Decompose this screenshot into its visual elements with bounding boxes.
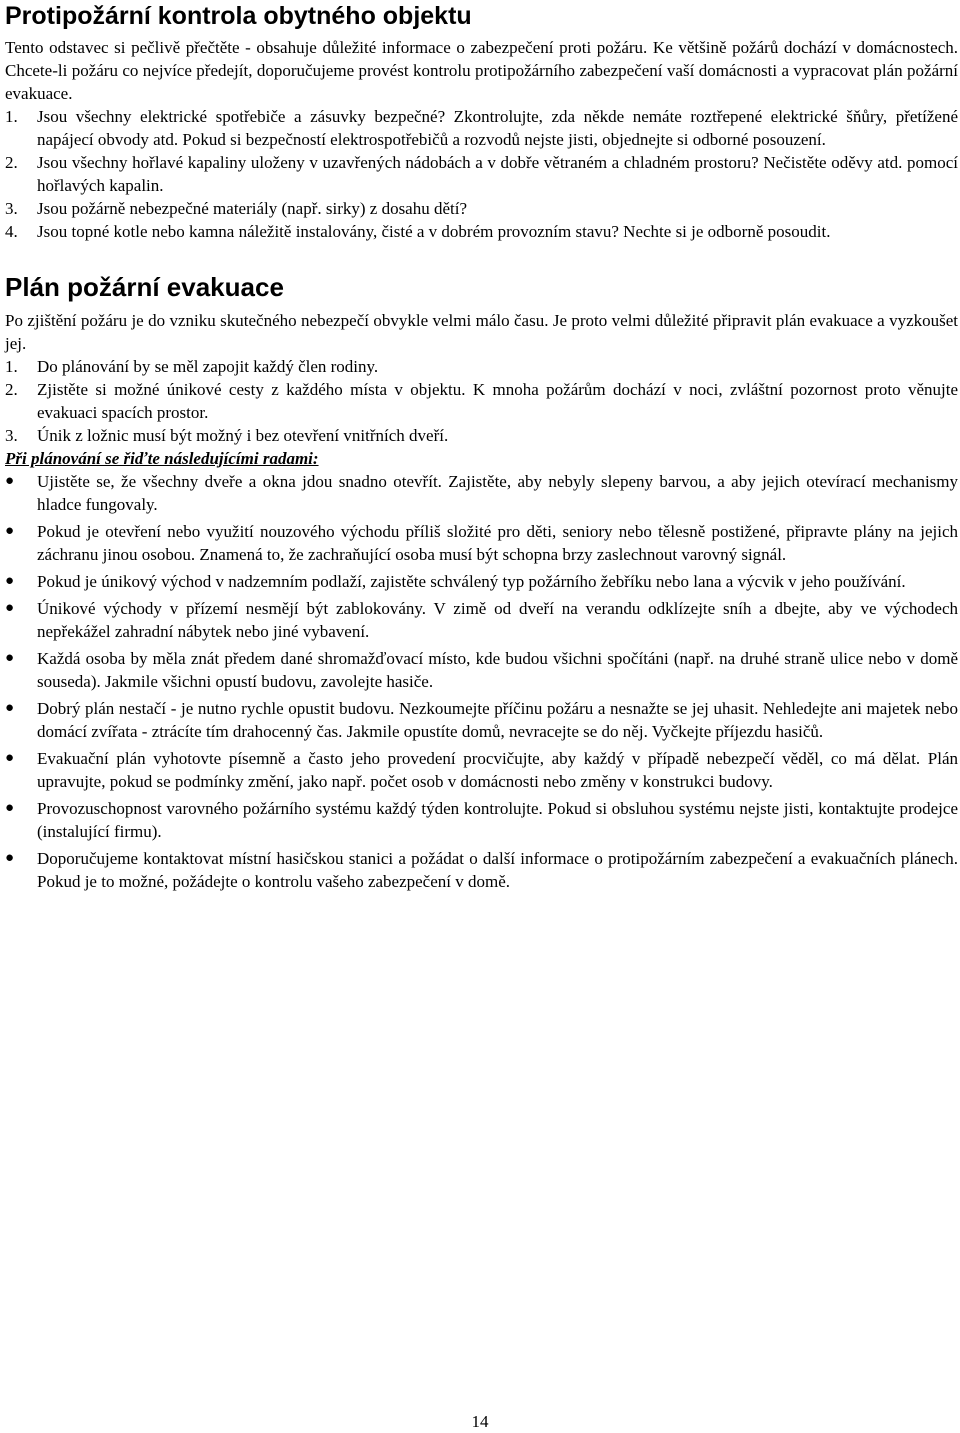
section-title-evacuation-plan: Plán požární evakuace [5, 272, 284, 302]
list-item [5, 220, 958, 243]
bullet-text: Každá osoba by měla znát předem dané shromažďovací místo, kde budou všichni spočítáni (např. na druhé straně ulice nebo v domě souseda). Jakmile všichni opustí budovu, zavolejte hasiče. [37, 649, 958, 691]
bullet-icon: ● [5, 750, 15, 766]
bullet-text: Dobrý plán nestačí - je nutno rychle opustit budovu. Nezkoumejte příčinu požáru a nesnažte se jej uhasit. Nehledejte ani majetek nebo domácí zvířata - ztrácíte tím drahocenný čas. Jakmile opustíte domů, nevracejte se do něj. Vyčkejte příjezdu hasičů. [37, 699, 958, 741]
list-text: Únik z ložnic musí být možný i bez otevření vnitřních dveří. [37, 426, 449, 445]
list-item [5, 355, 958, 378]
list-text: Jsou požárně nebezpečné materiály (např. sirky) z dosahu dětí? [37, 199, 468, 218]
bullet-item [5, 747, 958, 793]
list-number: 4. [5, 222, 18, 241]
bullet-list [5, 470, 958, 893]
bullet-item [5, 597, 958, 643]
bullet-icon: ● [5, 573, 15, 589]
list-item [5, 424, 958, 447]
bullet-item [5, 697, 958, 743]
list-item [5, 105, 958, 151]
bullet-item [5, 647, 958, 693]
list-item [5, 151, 958, 197]
bullet-icon: ● [5, 850, 15, 866]
bullet-text: Doporučujeme kontaktovat místní hasičskou stanici a požádat o další informace o protipožárním zabezpečení a evakuačních plánech. Pokud je to možné, požádejte o kontrolu vašeho zabezpečení v domě. [37, 849, 958, 891]
bullet-text: Provozuschopnost varovného požárního systému každý týden kontrolujte. Pokud si obsluhou systému nejste jisti, kontaktujte prodejce (instalující firmu). [37, 799, 958, 841]
bullet-icon: ● [5, 800, 15, 816]
bullet-text: Pokud je únikový východ v nadzemním podlaží, zajistěte schválený typ požárního žebříku nebo lana a výcvik v jeho používání. [37, 572, 906, 591]
bullet-item [5, 570, 958, 593]
list-item [5, 197, 958, 220]
page-number: 14 [471, 1412, 489, 1431]
list-text: Jsou topné kotle nebo kamna náležitě instalovány, čisté a v dobrém provozním stavu? Nechte si je odborně posoudit. [37, 222, 831, 241]
bullet-icon: ● [5, 600, 15, 616]
list-number: 1. [5, 107, 18, 126]
bullet-icon: ● [5, 473, 15, 489]
planning-tips-lead-text: Při plánování se řiďte následujícími radami: [5, 449, 319, 468]
bullet-text: Pokud je otevření nebo využití nouzového východu příliš složité pro děti, seniory nebo tělesně postižené, připravte plány na jejich záchranu jinou osobou. Znamená to, že zachraňující osoba musí být schopna brzy zaslechnout varovný signál. [37, 522, 958, 564]
bullet-text: Ujistěte se, že všechny dveře a okna jdou snadno otevřít. Zajistěte, aby nebyly slepeny barvou, a aby jejich otevírací mechanismy hladce fungovaly. [37, 472, 958, 514]
list-text: Zjistěte si možné únikové cesty z každého místa v objektu. K mnoha požárům dochází v noci, zvláštní pozornost proto věnujte evakuaci spacích prostor. [37, 380, 958, 422]
bullet-icon: ● [5, 650, 15, 666]
bullet-item [5, 470, 958, 516]
list-text: Jsou všechny elektrické spotřebiče a zásuvky bezpečné? Zkontrolujte, zda někde nemáte roztřepené elektrické šňůry, přetížené napájecí obvody atd. Pokud si bezpečností elektrospotřebičů a rozvodů nejste jisti, objednejte si odborné posouzení. [37, 107, 958, 149]
list-number: 3. [5, 426, 18, 445]
bullet-item [5, 520, 958, 566]
list-number: 2. [5, 380, 18, 399]
bullet-text: Evakuační plán vyhotovte písemně a často jeho provedení procvičujte, aby každý v případě nebezpečí věděl, co má dělat. Plán upravujte, pokud se podmínky změní, jako např. počet osob v domácnosti nebo změny v konstrukci budovy. [37, 749, 958, 791]
bullet-item [5, 847, 958, 893]
section2-list [5, 355, 958, 447]
section1-intro: Tento odstavec si pečlivě přečtěte - obsahuje důležité informace o zabezpečení proti požáru. Ke většině požárů dochází v domácnostech. Chcete-li požáru co nejvíce předejít, doporučujeme provést kontrolu protipožárního zabezpečení vaší domácnosti a vypracovat plán požární evakuace. [5, 38, 958, 103]
bullet-item [5, 797, 958, 843]
bullet-icon: ● [5, 700, 15, 716]
section1-list [5, 105, 958, 243]
list-number: 1. [5, 357, 18, 376]
section2-intro: Po zjištění požáru je do vzniku skutečného nebezpečí obvykle velmi málo času. Je proto velmi důležité připravit plán evakuace a vyzkoušet jej. [5, 311, 958, 353]
list-number: 2. [5, 153, 18, 172]
list-text: Do plánování by se měl zapojit každý člen rodiny. [37, 357, 379, 376]
list-text: Jsou všechny hořlavé kapaliny uloženy v uzavřených nádobách a v dobře větraném a chladném prostoru? Nečistěte oděvy atd. pomocí hořlavých kapalin. [37, 153, 958, 195]
bullet-text: Únikové východy v přízemí nesmějí být zablokovány. V zimě od dveří na verandu odklízejte sníh a dbejte, aby ve východech nepřekážel zahradní nábytek nebo jiné vybavení. [37, 599, 958, 641]
list-item [5, 378, 958, 424]
bullet-icon: ● [5, 523, 15, 539]
section-title-fire-inspection: Protipožární kontrola obytného objektu [5, 2, 472, 30]
planning-tips-lead [5, 447, 958, 470]
list-number: 3. [5, 199, 18, 218]
